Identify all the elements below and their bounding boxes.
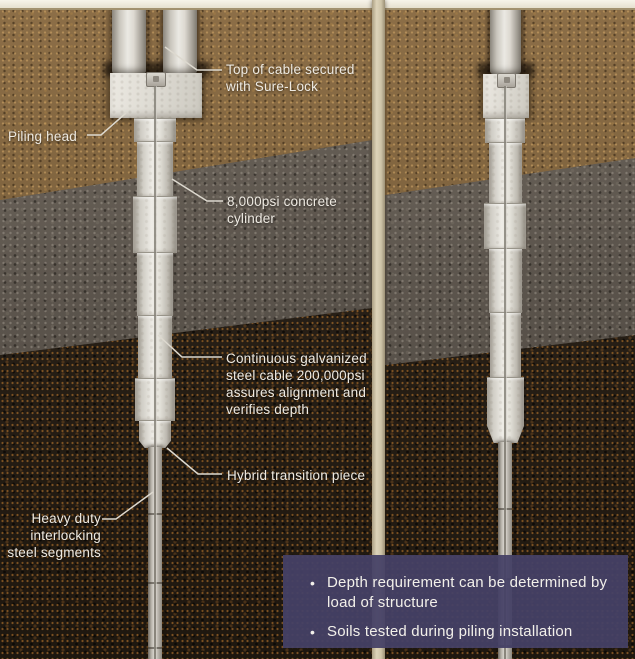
callout-line: cylinder (227, 211, 276, 226)
callout-line: Continuous galvanized (226, 351, 367, 366)
callout-line: Top of cable secured (226, 62, 355, 77)
steel-cable (154, 86, 156, 659)
bullet-icon: • (310, 575, 316, 591)
callout-steel-segments (0, 510, 101, 561)
callout-line: Piling head (8, 129, 78, 144)
callout-concrete-cylinder (227, 193, 337, 227)
info-bullet-item (310, 573, 620, 613)
pier-cylinder (490, 8, 521, 74)
callout-piling-head (8, 128, 77, 145)
info-bullet-item (310, 622, 620, 642)
pier-cylinder (163, 8, 197, 74)
callout-line: steel cable 200,000psi (226, 368, 365, 383)
ground-surface-strip (0, 0, 635, 10)
callout-line: 8,000psi concrete (227, 194, 337, 209)
callout-line: steel segments (7, 545, 101, 560)
pier-cylinder (112, 8, 146, 74)
callout-hybrid-transition (227, 467, 365, 484)
callout-line: with Sure-Lock (226, 79, 319, 94)
callout-line: verifies depth (226, 402, 310, 417)
callout-line: Hybrid transition piece (227, 468, 366, 483)
info-box (283, 555, 628, 648)
sure-lock-anchor (146, 72, 166, 87)
sure-lock-anchor (497, 73, 516, 88)
bullet-icon: • (310, 624, 316, 640)
callout-line: interlocking (30, 528, 101, 543)
bullet-text: Soils tested during piling installation (327, 623, 573, 640)
info-bullet-list (310, 573, 620, 642)
callout-steel-cable (226, 350, 367, 418)
bullet-text: Depth requirement can be determined by load of structure (327, 574, 608, 611)
callout-line: Heavy duty (31, 511, 101, 526)
callout-sure-lock (226, 61, 355, 95)
callout-line: assures alignment and (226, 385, 367, 400)
